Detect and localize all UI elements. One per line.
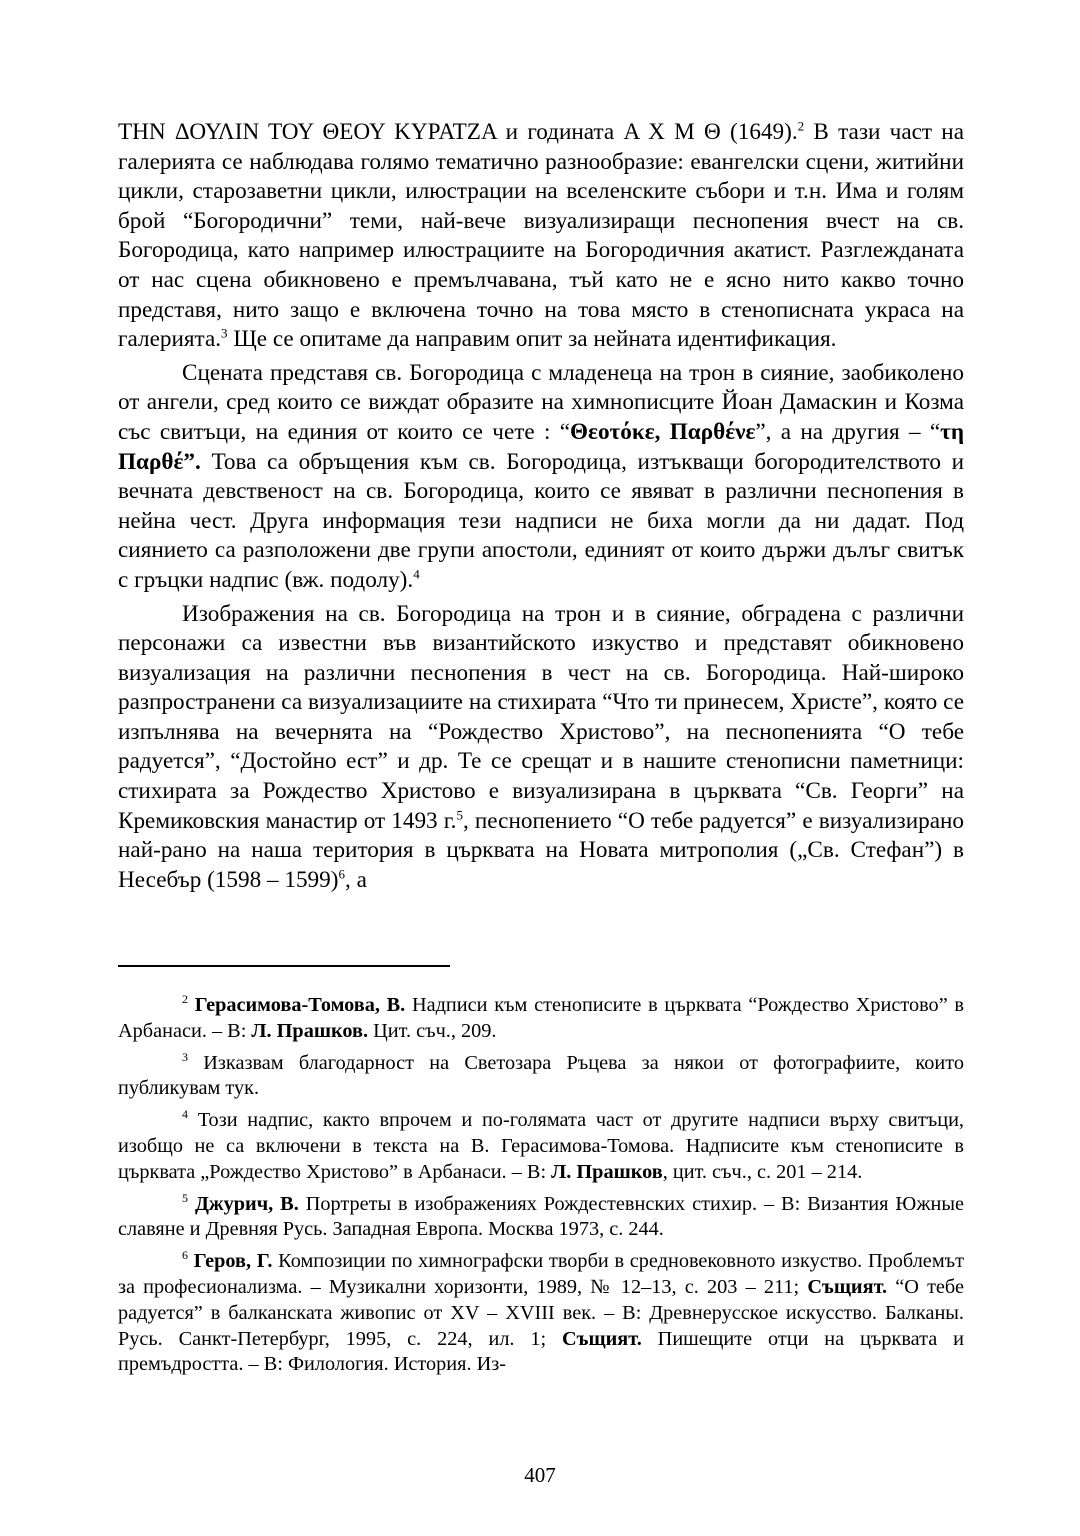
footnotes	[118, 993, 964, 1384]
footnote-2	[118, 993, 964, 1045]
author-name: Същият.	[807, 1275, 888, 1298]
text-run: Това са обръщения към св. Богородица, изтъкващи богородителството и вечната девственост на св. Богородица, които се явяват в различни песнопения в нейна чест. Друга информация тези надписи не биха могли да ни дадат. Под сиянието са разположени две групи апостоли, единият от които държи дълъг свитък с гръцки надпис (вж. подолу).	[118, 448, 964, 593]
footnote-5	[118, 1192, 964, 1244]
footnote-number: 4	[182, 1107, 188, 1122]
text-run: Ще се опитаме да направим опит за нейната идентификация.	[227, 326, 837, 353]
text-run: , песнопението “О тебе радуется” е визуализирано най-рано на наша територия в църквата на Новата митрополия („Св. Стефан”) в Несебър (1598 – 1599)	[118, 807, 964, 893]
text-run: Цит. съч., 209.	[368, 1019, 497, 1042]
author-name: Джурич, В.	[194, 1192, 299, 1215]
footnote-6	[118, 1249, 964, 1378]
footnote-ref[interactable]: 4	[413, 566, 420, 582]
text-run: Сцената представя св. Богородица с младенеца на трон в сияние, заобиколено от ангели, сред които се виждат образите на химнописците Йоан Дамаскин и Козма със свитъци, на единия от които се чете : “	[118, 359, 964, 445]
author-name: Л. Прашков.	[251, 1019, 369, 1042]
text-run: Надписи към стенописите в църквата “Рождество Христово” в Арбанаси. – В:	[118, 994, 964, 1042]
text-run: Портреты в изображениях Рождестевнских стихир. – В: Византия Южные славяне и Древняя Русь. Западная Европа. Москва 1973, с. 244.	[118, 1192, 964, 1241]
footnote-separator	[118, 965, 450, 967]
text-run: , цит. съч., с. 201 – 214.	[662, 1160, 863, 1183]
author-name: Герасимова-Томова, В.	[194, 994, 406, 1016]
paragraph-3	[118, 600, 964, 896]
footnote-ref[interactable]: 5	[456, 806, 463, 822]
text-run: “О тебе радуется” в балканската живопис от XV – XVIII век. – В: Древнерусское искусство. Балканы. Русь. Санкт-Петербург, 1995, с. 224, ил. 1;	[118, 1275, 964, 1350]
footnote-4	[118, 1108, 964, 1185]
paragraph-1	[118, 118, 964, 355]
text-run: Този надпис, както впрочем и по-голямата част от другите надписи върху свитъци, изобщо не са включени в текста на В. Герасимова-Томова. Надписите към стенописите в църквата „Рождество Христово” в Арбанаси. – В:	[118, 1109, 964, 1183]
text-run: THN ΔΟΥΛΙΝ ΤΟΥ ΘΕΟΥ ΚΥΡΑΤΖΑ и годината Α Χ Μ Θ (1649).	[118, 119, 798, 145]
footnote-3	[118, 1051, 964, 1103]
author-name: Л. Прашков	[551, 1160, 663, 1183]
footnote-ref[interactable]: 3	[221, 325, 228, 341]
text-run: Пишещите отци на църквата и премъдростта. – В: Филология. История. Из-	[118, 1327, 964, 1376]
footnote-number: 5	[182, 1190, 188, 1205]
footnote-number: 3	[182, 1049, 188, 1064]
text-run: , а	[344, 866, 367, 893]
text-run: Изказвам благодарност на Светозара Ръцева за някои от фотографиите, които публикувам тук.	[118, 1051, 964, 1100]
footnote-ref[interactable]: 6	[338, 866, 345, 882]
footnote-number: 2	[182, 992, 188, 1007]
text-run: Изображения на св. Богородица на трон и в сияние, обградена с различни персонажи са известни във византийското изкуство и представят обикновено визуализация на различни песнопения в чест на св. Богородица. Най-широко разпространени са визуализациите на стихирата “Что ти принесем, Христе”, която се изпълнява на вечернята на “Рождество Христово”, на песнопенията “О тебе радуется”, “Достойно ест” и др. Те се срещат и в нашите стенописни паметници: стихирата за Рождество Христово е визуализирана в църквата “Св. Георги” на Кремиковския манастир от 1493 г.	[118, 600, 964, 834]
footnote-ref[interactable]: 2	[797, 118, 805, 134]
author-name: Геров, Г.	[193, 1250, 273, 1273]
greek-inscription: τη Παρθέ”.	[118, 418, 965, 475]
text-run: Композиции по химнографски творби в средновековното изкуство. Проблемът за професионализма. – Музикални хоризонти, 1989, № 12–13, с. 203 – 211;	[118, 1250, 964, 1298]
footnote-number: 6	[182, 1248, 188, 1263]
author-name: Същият.	[562, 1327, 642, 1350]
paragraph-2	[118, 359, 964, 596]
text-run: В тази част на галерията се наблюдава голямо тематично разнообразие: евангелски сцени, житийни цикли, старозаветни цикли, илюстрации на вселенските събори и т.н. Има и голям брой “Богородични” теми, най-вече визуализиращи песнопения вчест на св. Богородица, като например илюстрациите на Богородичния акатист. Разглежданата от нас сцена обикновено е премълчавана, тъй като не е ясно нито какво точно представя, нито защо е включена точно на това място в стенописната украса на галерията.	[118, 119, 964, 353]
page-number: 407	[524, 1463, 556, 1487]
text-run: ”, а на другия – “	[755, 418, 941, 445]
greek-inscription: Θεοτόκε, Παρθένε	[570, 418, 756, 445]
main-text	[118, 118, 964, 895]
